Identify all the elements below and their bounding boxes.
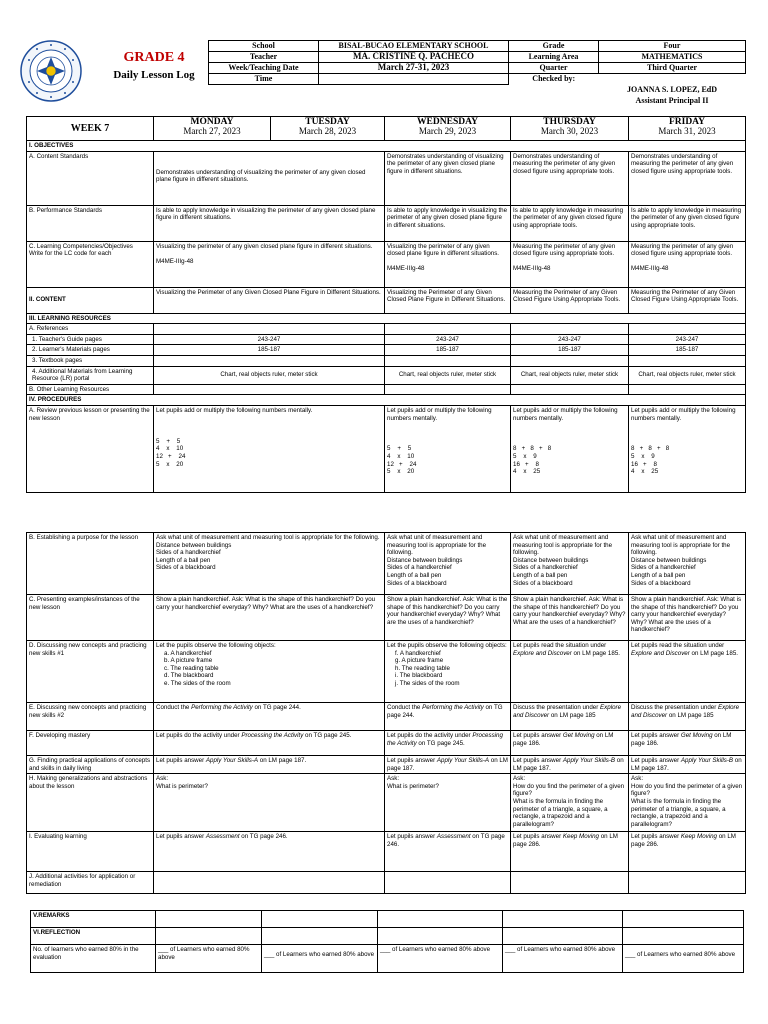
reflection-label: VI.REFLECTION	[31, 928, 156, 945]
week-date-value: March 27-31, 2023	[319, 63, 509, 74]
evaluating-wed: Let pupils answer Assessment on TG page 246.	[385, 832, 511, 872]
materials-fri: Chart, real objects ruler, meter stick	[629, 366, 746, 384]
evaluating-thu: Let pupils answer Keep Moving on LM page 286.	[511, 832, 629, 872]
learning-area-value: MATHEMATICS	[599, 52, 746, 63]
establishing-purpose-label: B. Establishing a purpose for the lesson	[27, 533, 154, 595]
week-label: WEEK 7	[27, 117, 154, 141]
mastery-mon-tue: Let pupils do the activity under Processing the Activity on TG page 245.	[154, 731, 385, 756]
generalizations-label: H. Making generalizations and abstractions about the lesson	[27, 774, 154, 832]
mastery-fri: Let pupils answer Get Moving on LM page 186.	[629, 731, 746, 756]
purpose-fri: Ask what unit of measurement and measuring tool is appropriate for the following. Distance between buildings Sides of a handkerchief Length of a ball pen Sides of a blackboard	[629, 533, 746, 595]
content-standards-thu: Demonstrates understanding of measuring the perimeter of any given closed figure using appropriate tools.	[511, 151, 629, 205]
mastery-thu: Let pupils answer Get Moving on LM page 186.	[511, 731, 629, 756]
time-label: Time	[209, 74, 319, 85]
concepts-1-mon-tue: Let the pupils observe the following objects: a. A handkerchief b. A picture frame c. The reading table d. The blackboard e. The sides of the room	[154, 641, 385, 703]
tg-pages-mon-tue: 243-247	[154, 334, 385, 345]
review-wed: Let pupils add or multiply the following numbers mentally. 5 + 5 4 x 10 12 + 24 5 x 20	[385, 405, 511, 492]
remarks-reflection-table	[30, 910, 744, 973]
concepts-2-wed: Conduct the Performing the Activity on TG page 244.	[385, 703, 511, 731]
section-content: II. CONTENT	[27, 287, 154, 313]
materials-wed: Chart, real objects ruler, meter stick	[385, 366, 511, 384]
evaluating-mon-tue: Let pupils answer Assessment on TG page 246.	[154, 832, 385, 872]
competencies-thu: Measuring the perimeter of any given closed figure using appropriate tools. M4ME-IIIg-48	[511, 241, 629, 287]
discussing-concepts-2-label: E. Discussing new concepts and practicing new skills #2	[27, 703, 154, 731]
lm-pages-fri: 185-187	[629, 345, 746, 356]
examples-wed: Show a plain handkerchief. Ask: What is the shape of this handkerchief? Do you carry your handkerchief everyday? Why? What are the uses of a handkerchief?	[385, 595, 511, 641]
applications-mon-tue: Let pupils answer Apply Your Skills-A on LM page 187.	[154, 756, 385, 774]
review-lesson-label: A. Review previous lesson or presenting the new lesson	[27, 405, 154, 492]
performance-standards-fri: Is able to apply knowledge in measuring the perimeter of any given closed figure using appropriate tools.	[629, 205, 746, 241]
info-table	[208, 40, 746, 107]
content-standards-mon-tue: Demonstrates understanding of visualizing the perimeter of any given closed plane figure in different situations.	[154, 151, 385, 205]
practical-applications-label: G. Finding practical applications of concepts and skills in daily living	[27, 756, 154, 774]
content-standards-wed: Demonstrates understanding of visualizing the perimeter of any given closed plane figure in different situations.	[385, 151, 511, 205]
day-header-wednesday: WEDNESDAY March 29, 2023	[385, 117, 511, 141]
competencies-label: C. Learning Competencies/Objectives Write for the LC code for each	[27, 241, 154, 287]
references-label: A. References	[27, 324, 154, 335]
day-header-thursday: THURSDAY March 30, 2023	[511, 117, 629, 141]
generalizations-fri: Ask: How do you find the perimeter of a given figure? What is the formula in finding the perimeter of a triangle, a square, a rectangle, a trapezoid and a parallelogram?	[629, 774, 746, 832]
checker-name: JOANNA S. LOPEZ, EdD	[626, 84, 718, 94]
learning-area-label: Learning Area	[509, 52, 599, 63]
generalizations-wed: Ask: What is perimeter?	[385, 774, 511, 832]
learners-80-wed: ___ of Learners who earned 80% above	[378, 945, 503, 973]
performance-standards-mon-tue: Is able to apply knowledge in visualizing the perimeter of any given closed plane figure in different situations.	[154, 205, 385, 241]
checked-by-label: Checked by:	[532, 74, 576, 83]
other-resources-label: B. Other Learning Resources	[27, 384, 154, 395]
evaluating-fri: Let pupils answer Keep Moving on LM page 286.	[629, 832, 746, 872]
day-header-friday: FRIDAY March 31, 2023	[629, 117, 746, 141]
learners-80-thu: ___ of Learners who earned 80% above	[503, 945, 623, 973]
review-mon-tue-numbers: 5 + 5 4 x 10 12 + 24 5 x 20	[156, 437, 186, 468]
learners-80-tue: ___ of Learners who earned 80% above	[262, 945, 378, 973]
tg-pages-fri: 243-247	[629, 334, 746, 345]
review-thu: Let pupils add or multiply the following numbers mentally. 8 + 8 + 8 5 x 9 16 + 8 4 x 25	[511, 405, 629, 492]
quarter-label: Quarter	[509, 63, 599, 74]
performance-standards-thu: Is able to apply knowledge in measuring the perimeter of any given closed figure using appropriate tools.	[511, 205, 629, 241]
examples-mon-tue: Show a plain handkerchief. Ask: What is the shape of this handkerchief? Do you carry your handkerchief everyday? Why? What are the uses of a handkerchief?	[154, 595, 385, 641]
school-label: School	[209, 41, 319, 52]
competencies-wed: Visualizing the perimeter of any given closed plane figure in different situations. M4ME-IIIg-48	[385, 241, 511, 287]
applications-wed: Let pupils answer Apply Your Skills-A on LM page 187.	[385, 756, 511, 774]
materials-mon-tue: Chart, real objects ruler, meter stick	[154, 366, 385, 384]
content-fri: Measuring the Perimeter of any Given Closed Figure Using Appropriate Tools.	[629, 287, 746, 313]
lm-pages-mon-tue: 185-187	[154, 345, 385, 356]
lesson-table-part-2	[26, 532, 746, 894]
grade-title: GRADE 4	[123, 50, 185, 65]
day-header-monday: MONDAY March 27, 2023	[154, 117, 271, 141]
quarter-value: Third Quarter	[599, 63, 746, 74]
purpose-wed: Ask what unit of measurement and measuring tool is appropriate for the following. Distance between buildings Sides of a handkerchief Length of a ball pen Sides of a blackboard	[385, 533, 511, 595]
learners-materials-label: 2. Learner's Materials pages	[27, 345, 154, 356]
lm-pages-thu: 185-187	[511, 345, 629, 356]
applications-fri: Let pupils answer Apply Your Skills-B on LM page 187.	[629, 756, 746, 774]
applications-thu: Let pupils answer Apply Your Skills-B on LM page 187.	[511, 756, 629, 774]
materials-thu: Chart, real objects ruler, meter stick	[511, 366, 629, 384]
teacher-value: MA. CRISTINE Q. PACHECO	[319, 52, 509, 63]
checker-title: Assistant Principal II	[635, 95, 709, 105]
additional-materials-label: 4. Additional Materials from Learning Resource (LR) portal	[27, 366, 154, 384]
lesson-table-part-1	[26, 116, 746, 493]
concepts-1-wed: Let the pupils observe the following objects: f. A handkerchief g. A picture frame h. The reading table i. The blackboard j. The sides of the room	[385, 641, 511, 703]
content-standards-label: A. Content Standards	[27, 151, 154, 205]
textbook-pages-label: 3. Textbook pages	[27, 355, 154, 366]
learners-80-mon: ___ of Learners who earned 80% above	[156, 945, 262, 973]
mastery-wed: Let pupils do the activity under Processing the Activity on TG page 245.	[385, 731, 511, 756]
concepts-1-fri: Let pupils read the situation under Explore and Discover on LM page 185.	[629, 641, 746, 703]
purpose-thu: Ask what unit of measurement and measuring tool is appropriate for the following. Distance between buildings Sides of a handkerchief Length of a ball pen Sides of a blackboard	[511, 533, 629, 595]
concepts-2-thu: Discuss the presentation under Explore and Discover on LM page 185	[511, 703, 629, 731]
competencies-fri: Measuring the perimeter of any given closed figure using appropriate tools. M4ME-IIIg-48	[629, 241, 746, 287]
examples-thu: Show a plain handkerchief. Ask: What is the shape of this handkerchief? Do you carry your handkerchief everyday? Why? What are the uses of a handkerchief?	[511, 595, 629, 641]
competencies-mon-tue: Visualizing the perimeter of any given closed plane figure in different situations. M4ME-IIIg-48	[154, 241, 385, 287]
review-fri: Let pupils add or multiply the following numbers mentally. 8 + 8 + 8 5 x 9 16 + 8 4 x 25	[629, 405, 746, 492]
lm-pages-wed: 185-187	[385, 345, 511, 356]
no-of-learners-label: No. of learners who earned 80% in the evaluation	[31, 945, 156, 973]
content-mon-tue: Visualizing the Perimeter of any Given Closed Plane Figure in Different Situations.	[154, 287, 385, 313]
tg-pages-wed: 243-247	[385, 334, 511, 345]
evaluating-learning-label: I. Evaluating learning	[27, 832, 154, 872]
additional-activities-label: J. Additional activities for application or remediation	[27, 872, 154, 894]
generalizations-thu: Ask: How do you find the perimeter of a given figure? What is the formula in finding the perimeter of a triangle, a square, a rectangle, a trapezoid and a parallelogram?	[511, 774, 629, 832]
performance-standards-wed: Is able to apply knowledge in visualizing the perimeter of any given closed plane figure in different situations.	[385, 205, 511, 241]
deped-seal-logo	[20, 40, 82, 102]
concepts-2-mon-tue: Conduct the Performing the Activity on TG page 244.	[154, 703, 385, 731]
time-value	[319, 74, 509, 85]
tg-pages-thu: 243-247	[511, 334, 629, 345]
content-wed: Visualizing the Perimeter of any Given Closed Plane Figure in Different Situations.	[385, 287, 511, 313]
purpose-mon-tue: Ask what unit of measurement and measuring tool is appropriate for the following. Distance between buildings Sides of a handkerchief Length of a ball pen Sides of a blackboard	[154, 533, 385, 595]
remarks-label: V.REMARKS	[31, 911, 156, 928]
daily-lesson-log-title: Daily Lesson Log	[113, 69, 195, 81]
teacher-label: Teacher	[209, 52, 319, 63]
developing-mastery-label: F. Developing mastery	[27, 731, 154, 756]
section-procedures: IV. PROCEDURES	[27, 395, 746, 406]
teachers-guide-label: 1. Teacher's Guide pages	[27, 334, 154, 345]
header	[20, 40, 745, 106]
learners-80-fri: ___ of Learners who earned 80% above	[623, 945, 744, 973]
presenting-examples-label: C. Presenting examples/instances of the new lesson	[27, 595, 154, 641]
grade-label: Grade	[509, 41, 599, 52]
generalizations-mon-tue: Ask: What is perimeter?	[154, 774, 385, 832]
examples-fri: Show a plain handkerchief. Ask: What is the shape of this handkerchief? Do you carry your handkerchief everyday? Why? What are the uses of a handkerchief?	[629, 595, 746, 641]
grade-value: Four	[599, 41, 746, 52]
concepts-1-thu: Let pupils read the situation under Explore and Discover on LM page 185.	[511, 641, 629, 703]
week-date-label: Week/Teaching Date	[209, 63, 319, 74]
concepts-2-fri: Discuss the presentation under Explore and Discover on LM page 185	[629, 703, 746, 731]
content-standards-fri: Demonstrates understanding of measuring the perimeter of any given closed figure using appropriate tools.	[629, 151, 746, 205]
content-thu: Measuring the Perimeter of any Given Closed Figure Using Appropriate Tools.	[511, 287, 629, 313]
performance-standards-label: B. Performance Standards	[27, 205, 154, 241]
school-value: BISAL-BUCAO ELEMENTARY SCHOOL	[319, 41, 509, 52]
discussing-concepts-1-label: D. Discussing new concepts and practicing new skills #1	[27, 641, 154, 703]
section-objectives: I. OBJECTIVES	[27, 141, 746, 152]
day-header-tuesday: TUESDAY March 28, 2023	[271, 117, 385, 141]
section-learning-resources: III. LEARNING RESOURCES	[27, 313, 746, 324]
review-mon-tue: Let pupils add or multiply the following numbers mentally. 5 + 5 4 x 10 12 + 24 5 x 20	[154, 405, 385, 492]
